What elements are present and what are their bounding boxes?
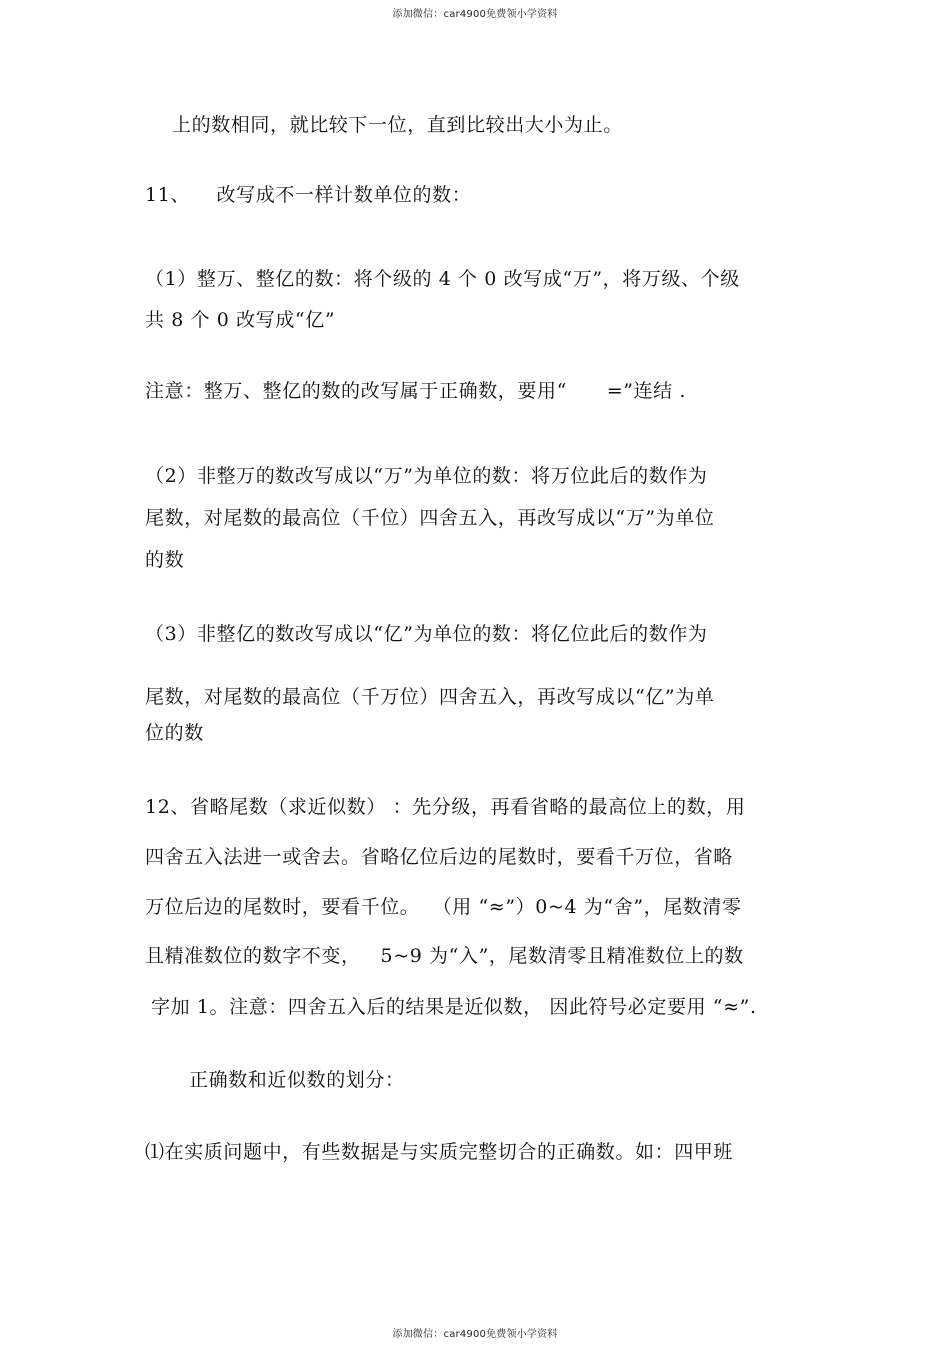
text-line-14: 万位后边的尾数时，要看千位。 （用 “≈”）0~4 为“舍”，尾数清零 xyxy=(145,896,742,918)
section-12-heading: 12、省略尾数（求近似数） ：先分级，再看省略的最高位上的数，用 xyxy=(145,796,746,818)
text-line-8: 的数 xyxy=(145,549,185,571)
text-line-13: 四舍五入法进一或舍去。省略亿位后边的尾数时，要看千万位，省略 xyxy=(145,846,734,868)
text-line-18: ⑴在实质问题中，有些数据是与实质完整切合的正确数。如：四甲班 xyxy=(145,1141,734,1163)
text-line-1: 上的数相同，就比较下一位，直到比较出大小为止。 xyxy=(172,114,623,136)
subheading-exact-approx: 正确数和近似数的划分： xyxy=(189,1069,405,1091)
text-line-9: （3）非整亿的数改写成以“亿”为单位的数：将亿位此后的数作为 xyxy=(145,623,708,645)
text-line-15: 且精准数位的数字不变， 5~9 为“入”，尾数清零且精准数位上的数 xyxy=(145,945,744,967)
footer-watermark: 添加微信：car4900免费领小学资料 xyxy=(392,1329,558,1340)
text-line-11: 位的数 xyxy=(145,722,204,744)
text-line-4: 共 8 个 0 改写成“亿” xyxy=(145,309,336,331)
note-line: 注意：整万、整亿的数的改写属于正确数，要用“ =”连结 . xyxy=(145,380,687,402)
text-line-7: 尾数，对尾数的最高位（千位）四舍五入，再改写成以“万”为单位 xyxy=(145,507,715,529)
text-line-6: （2）非整万的数改写成以“万”为单位的数：将万位此后的数作为 xyxy=(145,465,708,487)
header-watermark: 添加微信：car4900免费领小学资料 xyxy=(392,9,558,20)
text-line-3: （1）整万、整亿的数：将个级的 4 个 0 改写成“万”，将万级、个级 xyxy=(145,268,740,290)
text-line-10: 尾数，对尾数的最高位（千万位）四舍五入，再改写成以“亿”为单 xyxy=(145,686,715,708)
text-line-16: 字加 1。注意：四舍五入后的结果是近似数， 因此符号必定要用 “≈”. xyxy=(151,996,757,1018)
section-11-heading: 11、 改写成不一样计数单位的数： xyxy=(145,184,472,206)
